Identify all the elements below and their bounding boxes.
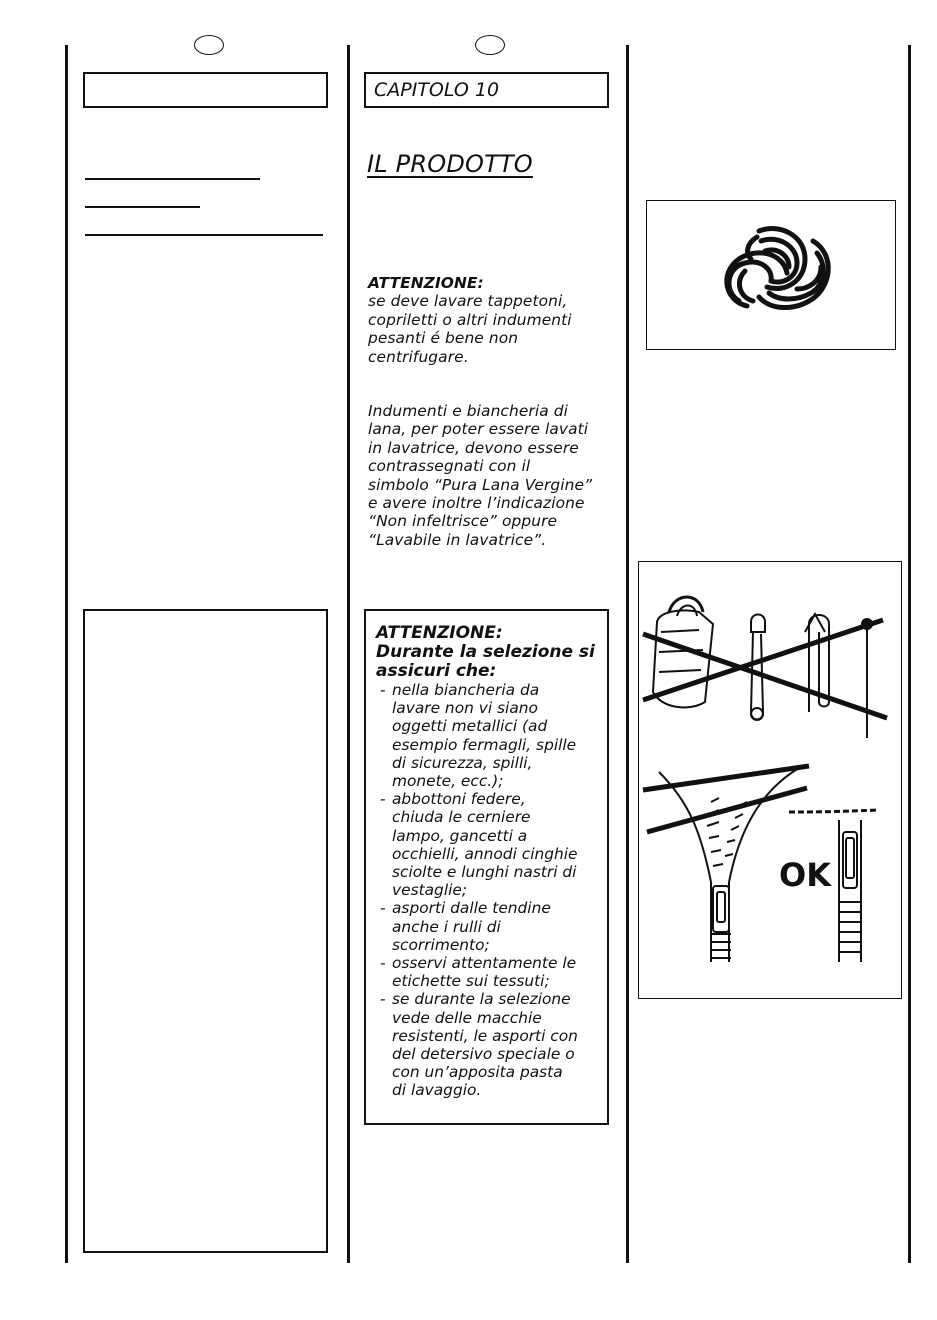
chapter-label: CAPITOLO 10 (374, 79, 500, 101)
warning-heavy-head: ATTENZIONE: (368, 274, 484, 292)
blank-line-2 (85, 206, 200, 208)
preparation-image-box (638, 561, 902, 999)
text-line: etichette sui tessuti; (392, 972, 550, 991)
text-line: pesanti é bene non (368, 329, 519, 348)
list-item (376, 899, 599, 954)
blank-line-3 (85, 234, 323, 236)
text-line: e avere inoltre l’indicazione (368, 494, 585, 513)
text-line: - abbottoni federe, (392, 790, 526, 809)
text-line: di sicurezza, spilli, (392, 753, 533, 772)
text-line: oggetti metallici (ad (392, 717, 548, 736)
list-item (376, 990, 599, 1099)
language-circle-left (194, 35, 224, 55)
text-line: lampo, gancetti a (392, 826, 528, 845)
page-title: IL PRODOTTO (367, 150, 533, 178)
text-line: - se durante la selezione (392, 990, 571, 1009)
metal-objects-crossed-icon (643, 597, 887, 738)
warning-selection-list (376, 681, 599, 1100)
text-line: lana, per poter essere lavati (368, 420, 589, 439)
blank-line-1 (85, 178, 260, 180)
warning-box-blank (83, 609, 328, 1253)
chapter-box (364, 72, 609, 108)
text-line: anche i rulli di (392, 917, 501, 936)
text-line: occhielli, annodi cinghie (392, 844, 578, 863)
warning-heavy-items (368, 274, 618, 366)
text-line: simbolo “Pura Lana Vergine” (368, 475, 593, 494)
warning-selection-head (376, 624, 599, 681)
woolmark-image-box (646, 200, 896, 350)
text-line: - nella biancheria da (392, 681, 540, 699)
text-line: “Lavabile in lavatrice”. (368, 530, 547, 549)
zipper-ok-label: OK (779, 856, 831, 894)
language-circle-right (475, 35, 505, 55)
chapter-box-blank (83, 72, 328, 108)
text-line: Indumenti e biancheria di (368, 402, 568, 420)
text-line: lavare non vi siano (392, 699, 538, 718)
text-line: resistenti, le asporti con (392, 1026, 578, 1045)
column-rule-mid2 (626, 45, 629, 1263)
text-line: centrifugare. (368, 347, 469, 366)
text-line: - asporti dalle tendine (392, 899, 551, 918)
column-rule-left (65, 45, 68, 1263)
text-line: scorrimento; (392, 935, 490, 954)
text-line: con un’apposita pasta (392, 1063, 563, 1082)
text-line: monete, ecc.); (392, 772, 504, 791)
text-line: di lavaggio. (392, 1081, 482, 1100)
text-line: in lavatrice, devono essere (368, 438, 579, 457)
column-rule-right (908, 45, 911, 1263)
list-item (376, 790, 599, 899)
text-line: del detersivo speciale o (392, 1045, 575, 1064)
text-line: copriletti o altri indumenti (368, 310, 572, 329)
text-line: Durante la selezione si (376, 642, 595, 662)
text-line: contrassegnati con il (368, 457, 531, 476)
text-line: esempio fermagli, spille (392, 735, 577, 754)
wool-note (368, 402, 623, 549)
list-item (376, 954, 599, 990)
column-rule-mid1 (347, 45, 350, 1263)
warning-box-selection (364, 609, 609, 1125)
list-item (376, 681, 599, 790)
text-line: “Non infeltrisce” oppure (368, 512, 558, 531)
text-line: vede delle macchie (392, 1008, 542, 1027)
text-line: - osservi attentamente le (392, 954, 577, 973)
text-line: assicuri che: (376, 661, 497, 681)
text-line: ATTENZIONE: (376, 623, 503, 643)
text-line: vestaglie; (392, 881, 468, 900)
text-line: se deve lavare tappetoni, (368, 292, 568, 311)
woolmark-icon (647, 201, 895, 349)
text-line: chiuda le cerniere (392, 808, 531, 827)
text-line: sciolte e lunghi nastri di (392, 863, 577, 882)
